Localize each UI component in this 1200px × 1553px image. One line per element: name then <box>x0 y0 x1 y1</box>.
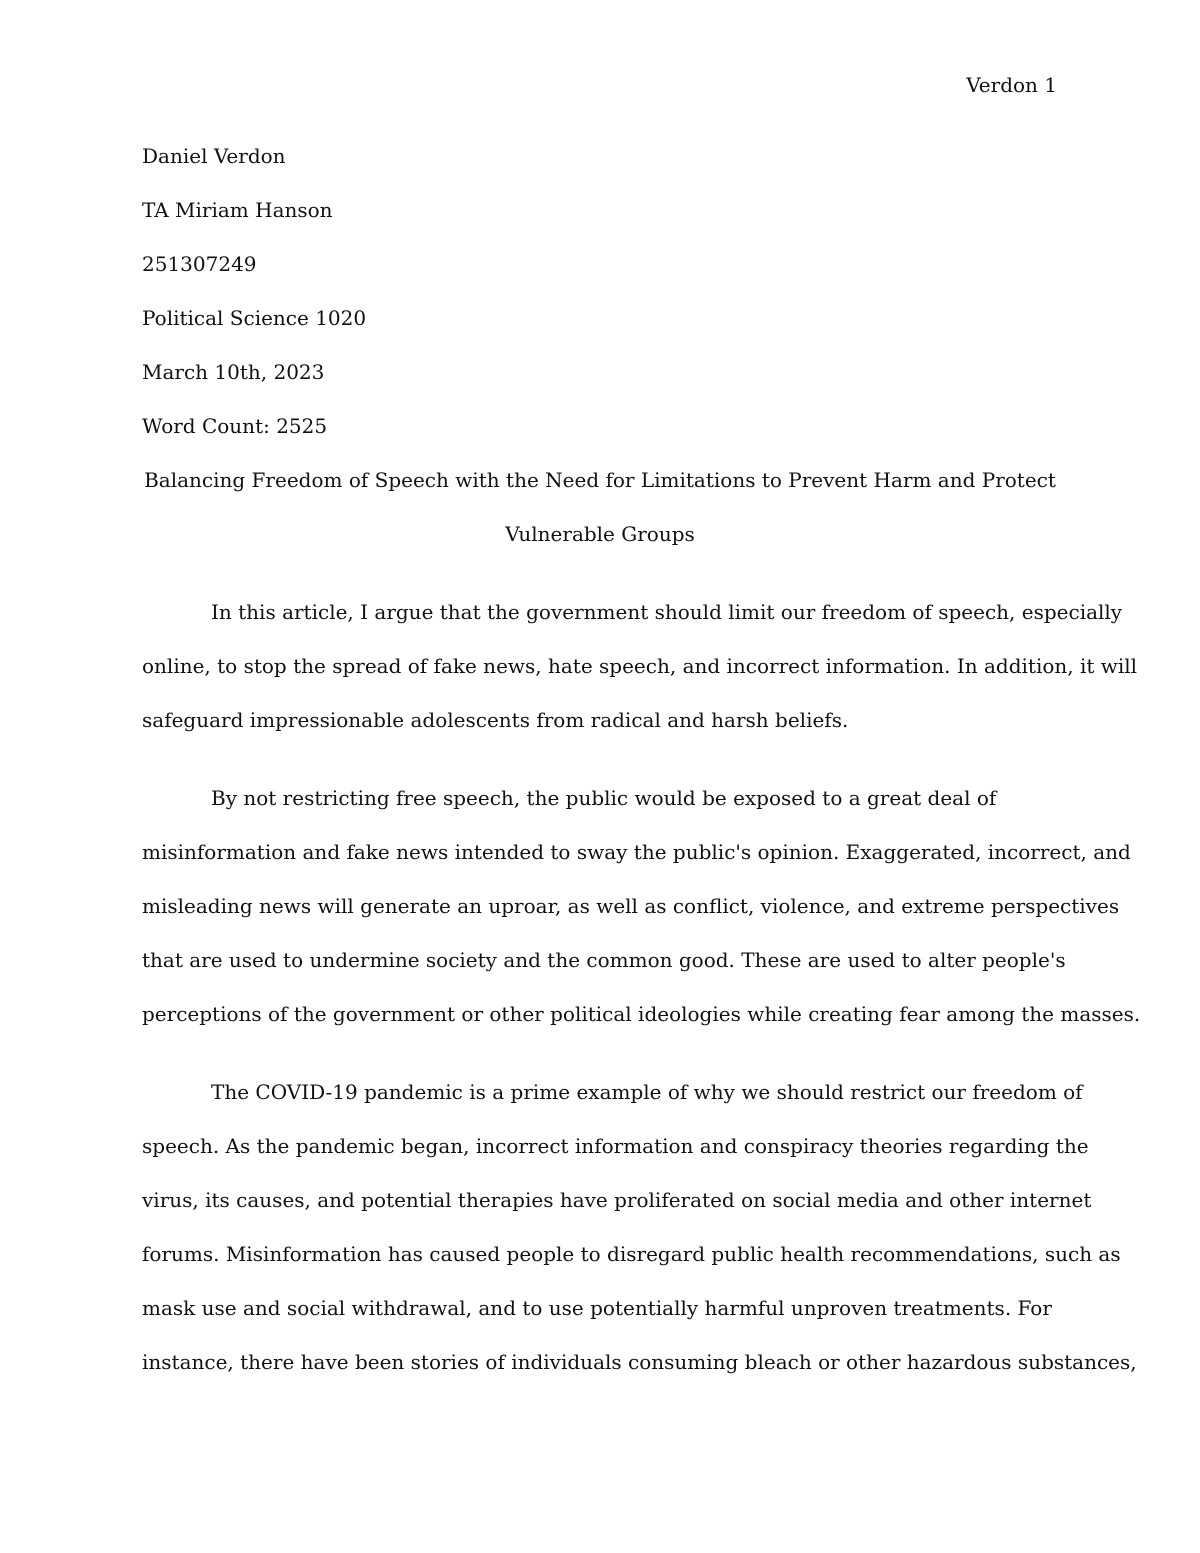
author-name: Daniel Verdon <box>142 144 286 168</box>
course-name: Political Science 1020 <box>142 306 367 330</box>
word-count: Word Count: 2525 <box>142 414 328 438</box>
essay-title <box>142 467 1058 575</box>
title-line: Balancing Freedom of Speech with the Need for Limitations to Prevent Harm and Protect <box>144 468 1056 492</box>
essay-body <box>142 599 1141 1427</box>
paragraph-line: that are used to undermine society and the common good. These are used to alter people's <box>142 948 1066 972</box>
title-line: Vulnerable Groups <box>505 522 695 546</box>
paragraph <box>142 1079 1137 1403</box>
paragraph-line: instance, there have been stories of individuals consuming bleach or other hazardous substances, <box>142 1350 1137 1374</box>
paragraph <box>142 785 1141 1055</box>
paragraph-line: mask use and social withdrawal, and to use potentially harmful unproven treatments. For <box>142 1296 1052 1320</box>
running-head: Verdon 1 <box>966 73 1057 97</box>
paragraph-line: forums. Misinformation has caused people to disregard public health recommendations, such as <box>142 1242 1121 1266</box>
submission-date: March 10th, 2023 <box>142 360 325 384</box>
paragraph-line: speech. As the pandemic began, incorrect information and conspiracy theories regarding the <box>142 1134 1089 1158</box>
paragraph-line: perceptions of the government or other political ideologies while creating fear among the masses. <box>142 1002 1141 1026</box>
paragraph-line: The COVID-19 pandemic is a prime example of why we should restrict our freedom of <box>211 1080 1083 1104</box>
paragraph-line: misleading news will generate an uproar, as well as conflict, violence, and extreme perspectives <box>142 894 1120 918</box>
paragraph-line: misinformation and fake news intended to sway the public's opinion. Exaggerated, incorrect, and <box>142 840 1131 864</box>
paragraph-line: safeguard impressionable adolescents from radical and harsh beliefs. <box>142 708 849 732</box>
paragraph-line: In this article, I argue that the government should limit our freedom of speech, especially <box>211 600 1123 624</box>
paragraph-line: online, to stop the spread of fake news, hate speech, and incorrect information. In addition, it will <box>142 654 1138 678</box>
paragraph-line: virus, its causes, and potential therapies have proliferated on social media and other internet <box>142 1188 1092 1212</box>
student-number: 251307249 <box>142 252 257 276</box>
paragraph <box>142 599 1138 761</box>
heading-block <box>142 143 1058 467</box>
instructor-name: TA Miriam Hanson <box>142 198 333 222</box>
paragraph-line: By not restricting free speech, the public would be exposed to a great deal of <box>211 786 997 810</box>
